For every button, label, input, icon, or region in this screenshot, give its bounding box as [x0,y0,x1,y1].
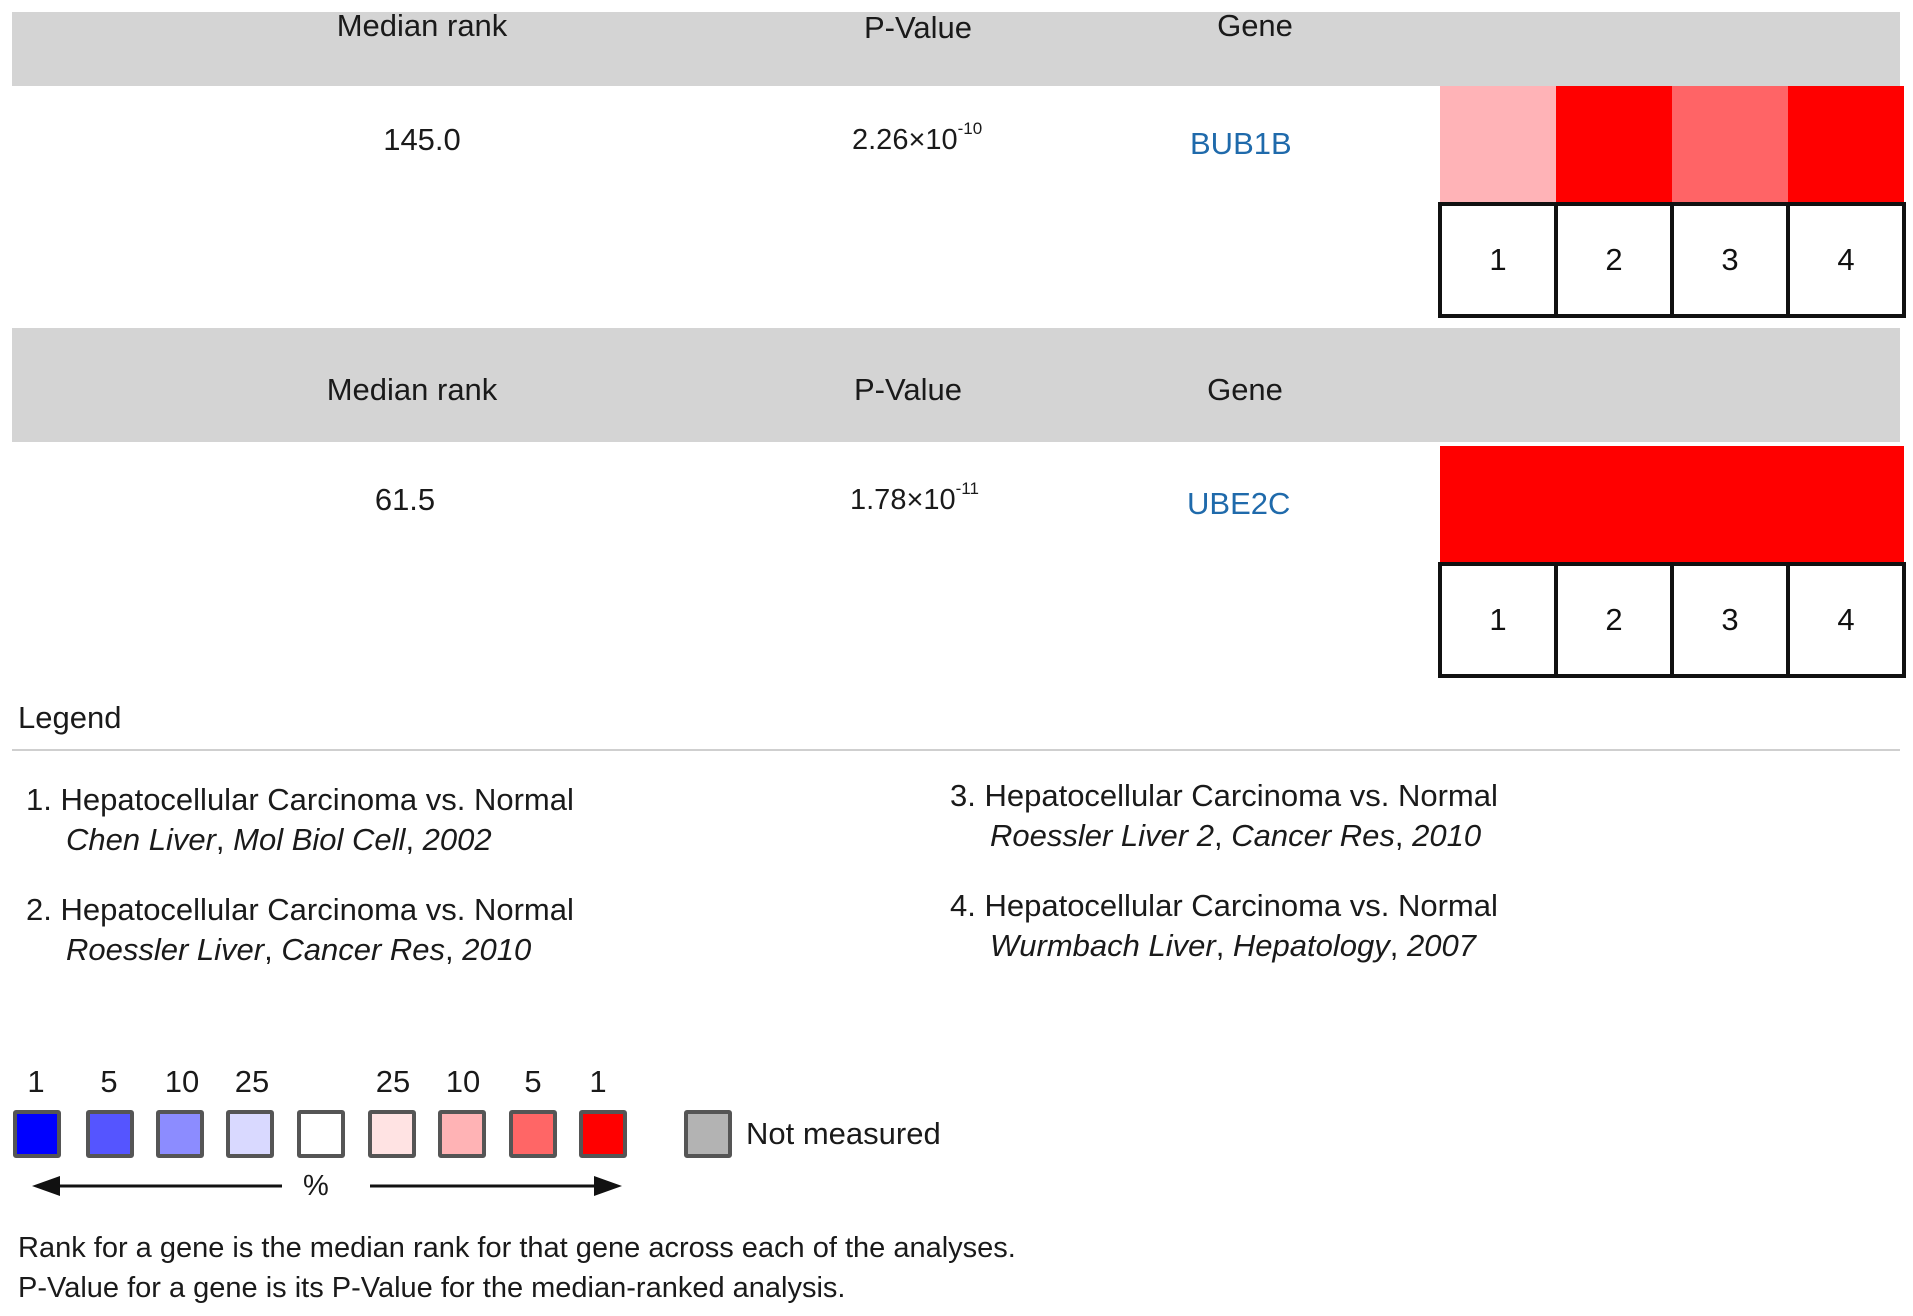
legend-entry-1-dataset: Chen Liver [66,822,216,857]
panel-1-column-3: 3 [1674,202,1790,318]
legend-entry-2-title: 2. Hepatocellular Carcinoma vs. Normal [26,892,574,927]
legend-entry-4 [950,886,1498,966]
panel-2-p-value-mantissa: 1.78×10 [850,484,956,516]
scale-label-9: 1 [589,1064,607,1099]
legend-entry-2-source: Roessler Liver, Cancer Res, 2010 [66,932,532,967]
scale-swatch-8 [509,1110,557,1158]
scale-label-1: 1 [27,1064,45,1099]
panel-2-heat-cell-1 [1440,446,1556,562]
legend-entry-2-dataset: Roessler Liver [66,932,265,967]
right-arrow-head [594,1176,622,1196]
panel-2-p-value-header: P-Value [854,372,962,407]
panel-2-median-rank-header: Median rank [326,372,498,407]
panel-1-p-value-exponent: -10 [957,119,983,139]
legend-entry-2-journal: Cancer Res [281,932,446,967]
footnote-p-value: P-Value for a gene is its P-Value for the median-ranked analysis. [18,1272,846,1304]
legend-entry-3-source: Roessler Liver 2, Cancer Res, 2010 [990,818,1482,853]
scale-swatch-7 [438,1110,486,1158]
legend-entry-1-journal: Mol Biol Cell [233,822,406,857]
legend-entry-2 [26,890,574,970]
legend-entry-4-title: 4. Hepatocellular Carcinoma vs. Normal [950,888,1498,923]
panel-1-gene-header: Gene [1217,8,1293,43]
panel-1-p-value [852,119,983,157]
not-measured-label: Not measured [746,1116,941,1151]
percent-label: % [303,1170,329,1202]
scale-swatch-4 [226,1110,274,1158]
panel-1-column-4: 4 [1790,202,1906,318]
panel-1-heat-cell-4 [1788,86,1904,202]
scale-label-7: 10 [445,1064,481,1099]
panel-1-column-numbers [1438,202,1906,318]
panel-2-gene-link[interactable]: UBE2C [1187,486,1291,521]
panel-1-heat-cell-2 [1556,86,1672,202]
legend-entry-3 [950,776,1498,856]
scale-swatch-3 [156,1110,204,1158]
legend-title: Legend [18,700,122,735]
legend-entry-4-year: 2007 [1407,928,1476,963]
legend-entry-3-title: 3. Hepatocellular Carcinoma vs. Normal [950,778,1498,813]
legend-entry-1-title: 1. Hepatocellular Carcinoma vs. Normal [26,782,574,817]
panel-2-heatmap [1440,446,1904,562]
scale-label-8: 5 [524,1064,542,1099]
panel-2-gene-header: Gene [1207,372,1283,407]
panel-1-p-value-header: P-Value [864,10,972,45]
legend-divider [12,749,1900,751]
panel-2-heat-cell-2 [1556,446,1672,562]
not-measured-swatch [684,1110,732,1158]
panel-1-gene-link[interactable]: BUB1B [1190,126,1292,161]
legend-entry-4-dataset: Wurmbach Liver [990,928,1216,963]
panel-2-p-value [850,479,979,517]
left-arrow-head [32,1176,60,1196]
panel-1-p-value-mantissa: 2.26×10 [852,124,958,156]
panel-2-median-rank-value: 61.5 [374,482,436,517]
panel-1-heat-cell-3 [1672,86,1788,202]
panel-1-median-rank-header: Median rank [336,8,508,43]
panel-2-heat-cell-3 [1672,446,1788,562]
legend-entry-4-journal: Hepatology [1232,928,1390,963]
legend-entry-2-year: 2010 [462,932,532,967]
panel-2-p-value-exponent: -11 [955,479,979,499]
scale-label-3: 10 [164,1064,200,1099]
scale-label-6: 25 [375,1064,411,1099]
scale-swatch-2 [86,1110,134,1158]
scale-swatch-9 [579,1110,627,1158]
legend-entry-3-dataset: Roessler Liver 2 [990,818,1214,853]
panel-2-column-2: 2 [1558,562,1674,678]
panel-1-column-2: 2 [1558,202,1674,318]
scale-label-2: 5 [100,1064,118,1099]
legend-entry-4-source: Wurmbach Liver, Hepatology, 2007 [990,928,1476,963]
panel-1-heat-cell-1 [1440,86,1556,202]
panel-1-median-rank-value: 145.0 [383,122,461,157]
legend-entry-1-year: 2002 [422,822,492,857]
footnote-rank: Rank for a gene is the median rank for that gene across each of the analyses. [18,1232,1016,1264]
panel-2-heat-cell-4 [1788,446,1904,562]
scale-swatch-6 [368,1110,416,1158]
panel-2-column-4: 4 [1790,562,1906,678]
panel-2-column-3: 3 [1674,562,1790,678]
legend-entry-3-year: 2010 [1412,818,1482,853]
legend-entry-1 [26,780,574,860]
legend-entry-1-source: Chen Liver, Mol Biol Cell, 2002 [66,822,492,857]
scale-label-4: 25 [234,1064,270,1099]
panel-1-column-1: 1 [1442,202,1558,318]
scale-arrows [30,1168,630,1204]
legend-entry-3-journal: Cancer Res [1231,818,1395,853]
scale-swatch-5 [297,1110,345,1158]
panel-2-column-1: 1 [1442,562,1558,678]
scale-swatch-1 [13,1110,61,1158]
panel-2-column-numbers [1438,562,1906,678]
panel-1-heatmap [1440,86,1904,202]
